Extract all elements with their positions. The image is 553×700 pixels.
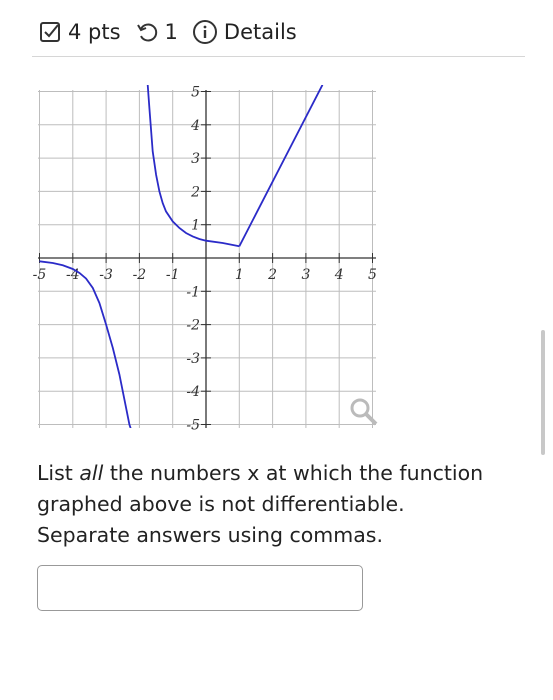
- info-icon: [192, 19, 218, 45]
- question-header: [38, 14, 311, 50]
- x-tick-label: 5: [368, 267, 377, 283]
- question-prefix: List: [37, 461, 80, 485]
- y-tick-label: -5: [186, 417, 200, 434]
- x-tick-label: -3: [99, 267, 113, 283]
- y-tick-label: 2: [191, 184, 200, 201]
- function-graph: [0, 60, 400, 440]
- details-button[interactable]: [192, 19, 297, 45]
- y-tick-label: -4: [186, 384, 200, 401]
- header-divider: [32, 56, 525, 57]
- y-tick-label: 3: [191, 151, 200, 168]
- y-tick-label: 1: [191, 217, 200, 234]
- points-indicator: [38, 20, 121, 44]
- x-tick-label: -5: [32, 267, 47, 283]
- y-tick-label: -2: [186, 317, 200, 334]
- function-curve: [239, 85, 322, 247]
- x-tick-label: 1: [234, 267, 244, 283]
- x-tick-label: 2: [268, 267, 278, 283]
- x-tick-label: -2: [132, 267, 147, 283]
- y-tick-label: 4: [191, 117, 200, 134]
- x-tick-label: 4: [334, 267, 344, 283]
- y-tick-label: -1: [186, 284, 200, 301]
- question-emphasis: all: [79, 461, 104, 485]
- y-tick-label: -3: [186, 350, 200, 367]
- retries-label: 1: [164, 20, 178, 44]
- scrollbar[interactable]: [541, 330, 545, 455]
- x-tick-label: -1: [165, 267, 180, 283]
- points-label: 4 pts: [68, 20, 121, 44]
- details-label: Details: [223, 20, 297, 44]
- undo-icon: [135, 20, 159, 44]
- y-tick-label: 5: [191, 84, 200, 101]
- question-text: [37, 458, 527, 551]
- question-instruction: Separate answers using commas.: [37, 523, 383, 547]
- function-curve: [40, 261, 133, 434]
- answer-input[interactable]: [37, 565, 363, 611]
- x-tick-label: -4: [65, 267, 80, 283]
- checkbox-icon: [38, 20, 62, 44]
- retry-indicator[interactable]: [135, 20, 178, 44]
- x-tick-label: 3: [301, 267, 311, 283]
- question-rest: the numbers x at which the function graphed above is not differentiable.: [37, 461, 484, 516]
